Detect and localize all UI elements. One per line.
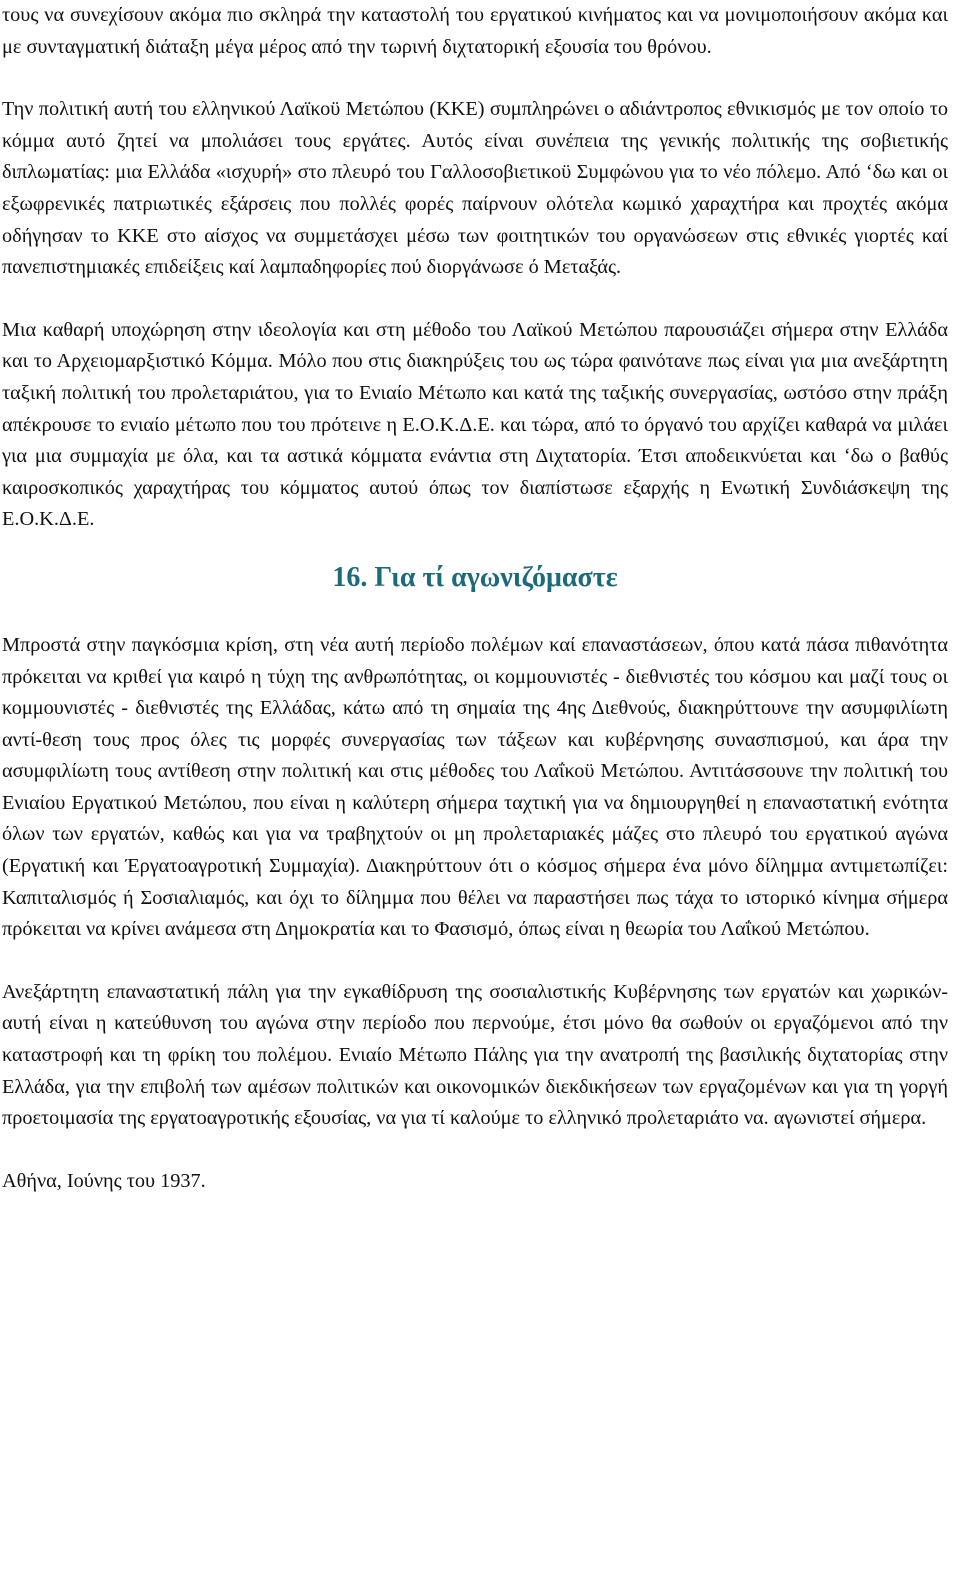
paragraph-1: τους να συνεχίσουν ακόμα πιο σκληρά την καταστολή του εργατικού κινήματος και να μονιμοποιήσουν ακόμα και με συνταγματική διάταξη μέγα μέρος από την τωρινή διχτατορική εξουσία του θρόνου. <box>2 4 948 58</box>
paragraph-2: Την πολιτική αυτή του ελληνικού Λαϊκοϋ Μετώπου (ΚΚΕ) συμπληρώνει ο αδιάντροπος εθνικισμός με τον οποίο το κόμμα αυτό ζητεί να μπολιάσει τους εργάτες. Αυτός είναι συνέπεια της γενικής πολιτικής της σοβιετικής διπλωματίας: μια Ελλάδα «ισχυρή» στο πλευρό του Γαλλοσοβιετικοϋ Συμφώνου για το νέο πόλεμο. Από ‘δω και οι εξωφρενικές πατριωτικές εξάρσεις που πολλές φορές παίρνουν ολότελα κωμικό χαραχτήρα και προχτές ακόμα οδήγησαν το ΚΚΕ στο αίσχος να συμμετάσχει μέσω των φοιτητικών του οργανώσεων στις εθνικές γιορτές καί πανεπιστημιακές επιδείξεις καί λαμπαδηφορίες πού διοργάνωσε ό Μεταξάς. <box>2 98 948 279</box>
paragraph-3: Μια καθαρή υποχώρηση στην ιδεολογία και στη μέθοδο του Λαϊκού Μετώπου παρουσιάζει σήμερα στην Ελλάδα και το Αρχειομαρξιστικό Κόμμα. Μόλο που στις διακηρύξεις του ως τώρα φαινότανε πως είναι για μια ανεξάρτητη ταξική πολιτική του προλεταριάτου, για το Ενιαίο Μέτωπο και κατά της ταξικής συνεργασίας, ωστόσο στην πράξη απέκρουσε το ενιαίο μέτωπο που του πρότεινε η Ε.Ο.Κ.Δ.Ε. και τώρα, από το όργανό του αρχίζει καθαρά να μιλάει για μια συμμαχία με όλα, και τα αστικά κόμματα ενάντια στη Διχτατορία. Έτσι αποδεικνύεται και ‘δω ο βαθύς καιροσκοπικός χαραχτήρας του κόμματος αυτού όπως τον διαπίστωσε εξαρχής η Ενωτική Συνδιάσκεψη της Ε.Ο.Κ.Δ.Ε. <box>2 318 948 531</box>
paragraph-spacer <box>2 63 948 94</box>
paragraph-spacer <box>2 1135 948 1166</box>
paragraph-spacer <box>2 946 948 977</box>
paragraph-4: Μπροστά στην παγκόσμια κρίση, στη νέα αυτή περίοδο πολέμων καί επαναστάσεων, όπου κατά πάσα πιθανότητα πρόκειται να κριθεί για καιρό η τύχη της ανθρωπότητας, οι κομμουνιστές - διεθνιστές του κόσμου και μαζί τους οι κομμουνιστές - διεθνιστές της Ελλάδας, κάτω από τη σημαία της 4ης Διεθνούς, διακηρύττουνε την ασυμφιλίωτη αντί-θεση τους προς όλες τις μορφές συνεργασίας των τάξεων και κυβέρνησης συνασπισμού, και άρα την ασυμφιλίωτη τους αντίθεση στην πολιτική και στις μέθοδες του Λαΐκοϋ Μετώπου. Αντιτάσσουνε την πολιτική του Ενιαίου Εργατικού Μετώπου, που είναι η καλύτερη σήμερα ταχτική για να δημιουργηθεί η επαναστατική ενότητα όλων των εργατών, καθώς και για να τραβηχτούν οι μη προλεταριακές μάζες στο πλευρό του εργατικού αγώνα (Εργατική και Έργατοαγροτική Συμμαχία). Διακηρύττουν ότι ο κόσμος σήμερα ένα μόνο δίλημμα αντιμετωπίζει: Καπιταλισμός ή Σοσιαλιαμός, και όχι το δίλημμα που θέλει να παραστήσει πως τάχα το ιστορικό κίνημα σήμερα πρόκειται να κρίνει ανάμεσα στη Δημοκρατία και το Φασισμό, όπως είναι η θεωρία του Λαΐκού Μετώπου. <box>2 633 948 941</box>
paragraph-spacer <box>2 284 948 315</box>
heading-spacer <box>2 604 948 630</box>
section-heading: 16. Για τί αγωνιζόμαστε <box>332 561 618 593</box>
paragraph-5: Ανεξάρτητη επαναστατική πάλη για την εγκαθίδρυση της σοσιαλιστικής Κυβέρνησης των εργατών και χωρικών-αυτή είναι η κατεύθυνση του αγώνα στην περίοδο που περνούμε, έτσι μόνο θα σωθούν οι εργαζόμενοι από την καταστροφή και τη φρίκη του πολέμου. Ενιαίο Μέτωπο Πάλης για την ανατροπή της βασιλικής διχτατορίας στην Ελλάδα, για την επιβολή των αμέσων πολιτικών και οικονομικών διεκδικήσεων των εργαζομένων και για τη γοργή προετοιμασία της εργατοαγροτικής εξουσίας, να για τί καλούμε το ελληνικό προλεταριάτο να. αγωνιστεί σήμερα. <box>2 980 948 1130</box>
signoff: Αθήνα, Ιούνης του 1937. <box>2 1169 206 1192</box>
